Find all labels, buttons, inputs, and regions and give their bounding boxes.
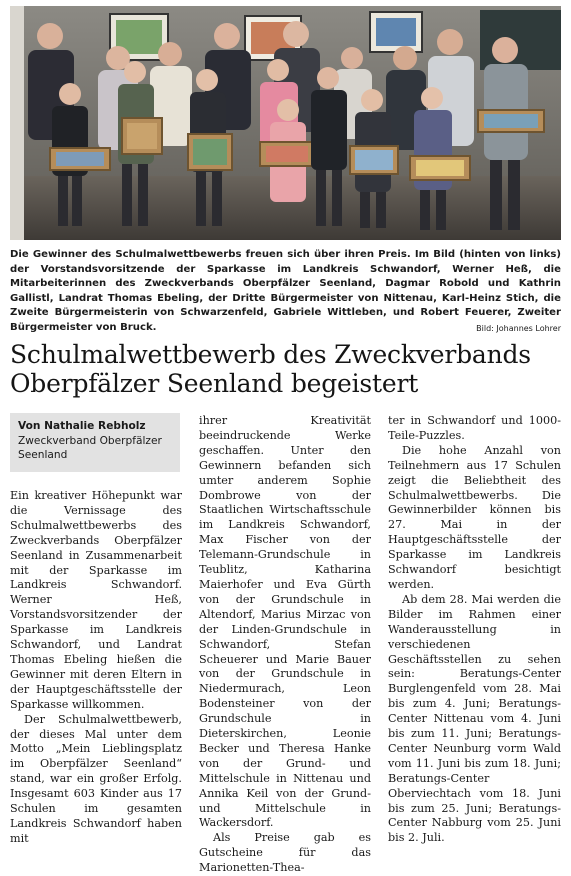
article-column-3 <box>388 414 561 846</box>
paragraph: ihrer Kreativität beeindruckende Werke geschaffen. Unter den Gewinnern befanden sich umter anderem Sophie Dombrowe von der Staatlichen Wirtschaftsschule im Landkreis Schwandorf, Max Fischer von der Telemann-Grundschule in Teublitz, Katharina Maierhofer und Eva Gürth von der Grundschule in Altendorf, Marius Mirzac von der Linden-Grundschule in Schwandorf, Stefan Scheuerer und Marie Bauer von der Grundschule in Niedermurach, Leon Bodensteiner von der Grundschule in Dieterskirchen, Leonie Becker und Theresa Hanke von der Grund- und Mittelschule in Nittenau und Annika Keil von der Grund- und Mittelschule in Wackersdorf. <box>199 414 371 830</box>
byline-organization: Zweckverband Oberpfälzer Seenland <box>18 434 162 462</box>
article-headline <box>10 340 565 398</box>
headline-line-2: Oberpfälzer Seenland begeistert <box>10 369 419 398</box>
byline-author: Von Nathalie Rebholz <box>18 420 146 432</box>
group-photo-illustration <box>10 6 561 240</box>
article-column-1 <box>10 489 182 847</box>
paragraph: Der Schulmalwettbewerb, der dieses Mal unter dem Motto „Mein Lieblingsplatz im Oberpfälzer Seenland“ stand, war ein großer Erfolg. Insgesamt 603 Kinder aus 17 Schulen im gesamten Landkreis Schwandorf haben mit <box>10 712 182 845</box>
group-photo <box>10 6 561 240</box>
paragraph: Ein kreativer Höhepunkt war die Vernissage des Schulmalwettbewerbs des Zweckverbands Oberpfälzer Seenland in Zusammenarbeit mit der Sparkasse im Landkreis Schwandorf. Werner Heß, Vorstandsvorsitzender der Sparkasse im Landkreis Schwandorf, und Landrat Thomas Ebeling hießen die Gewinner mit deren Eltern in der Hauptgeschäftsstelle der Sparkasse willkommen. <box>10 489 182 711</box>
paragraph: Ab dem 28. Mai werden die Bilder im Rahmen einer Wanderausstellung in verschiedenen Geschäftsstellen zu sehen sein: Beratungs-Center Burglengenfeld vom 28. Mai bis zum 4. Juni; Beratungs-Center Nittenau vom 4. Juni bis zum 11. Juni; Beratungs-Center Neunburg vorm Wald vom 11. Juni bis zum 18. Juni; Beratungs-Center Oberviechtach vom 18. Juni bis zum 25. Juni; Beratungs-Center Nabburg vom 25. Juni bis 2. Juli. <box>388 592 561 845</box>
paragraph: Die hohe Anzahl von Teilnehmern aus 17 Schulen zeigt die Beliebtheit des Schulmalwettbewerbs. Die Gewinnerbilder können bis 27. Mai in der Hauptgeschäftsstelle der Sparkasse im Landkreis Schwandorf besichtigt werden. <box>388 443 561 591</box>
paragraph: Als Preise gab es Gutscheine für das Marionetten-Thea- <box>199 831 371 875</box>
byline-box <box>10 413 180 472</box>
article-column-2 <box>199 414 371 876</box>
photo-credit: Bild: Johannes Lohrer <box>476 323 561 333</box>
photo-caption <box>10 248 561 337</box>
paragraph: ter in Schwandorf und 1000-Teile-Puzzles. <box>388 414 561 442</box>
caption-text: Die Gewinner des Schulmalwettbewerbs freuen sich über ihren Preis. Im Bild (hinten von links) der Vorstandsvorsitzende der Sparkasse im Landkreis Schwandorf, Werner Heß, die Mitarbeiterinnen des Zweckverbands Oberpfälzer Seenland, Dagmar Robold und Kathrin Gallistl, Landrat Thomas Ebeling, der Dritte Bürgermeister von Nittenau, Karl-Heinz Stich, die Zweite Bürgermeisterin von Schwarzenfeld, Gabriele Wittleben, und Robert Feuerer, Zweiter Bürgermeister von Bruck. <box>10 249 561 333</box>
headline-line-1: Schulmalwettbewerb des Zweckverbands <box>10 340 531 369</box>
